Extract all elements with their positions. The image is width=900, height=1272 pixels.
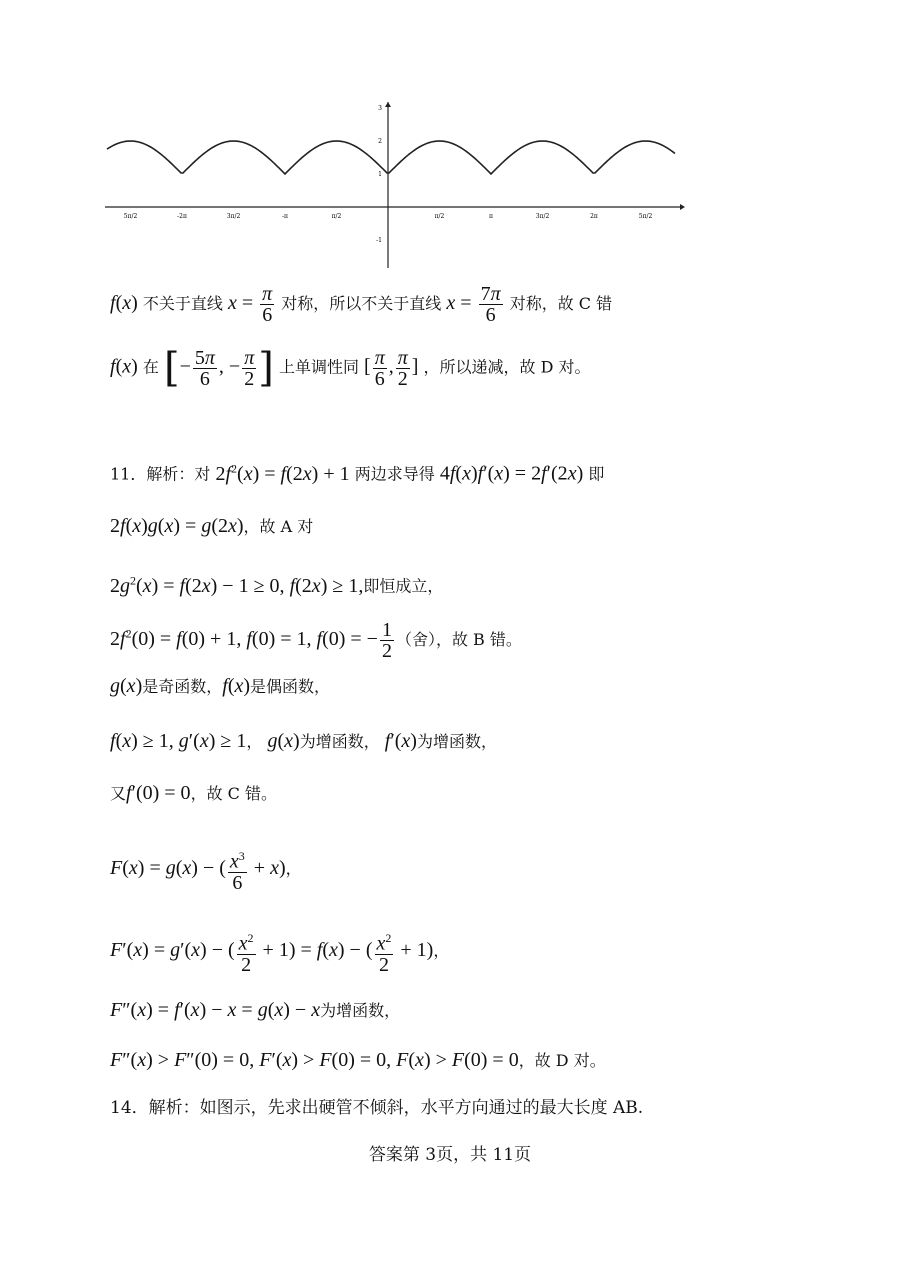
- line-F-double-prime: F″(x) = f′(x) − x = g(x) − x为增函数，: [110, 999, 401, 1021]
- line-a: 2f(x)g(x) = g(2x)，故 A 对: [110, 515, 314, 537]
- text-segment: 对称，所以不关于直线: [281, 294, 442, 313]
- tick-label: π: [489, 213, 493, 220]
- line-b1: $2g^2(x) = f(2x) - 1 \ge 0$, f(2x) ≥ 1,即恒成立，: [110, 573, 444, 597]
- curve-path: [107, 141, 675, 174]
- tick-label: -π: [282, 213, 288, 220]
- q11-line: 11．解析：对 $2f^2(x) = f(2x) + 1$ 两边求导得 4f(x)f′(x) = 2f′(2x) 即: [110, 461, 605, 485]
- fraction-pi-6: $\frac{\pi}{6}$: [262, 283, 273, 326]
- line-parity: g(x)是奇函数，f(x)是偶函数，: [110, 675, 331, 697]
- y-tick-label: 1: [378, 171, 382, 178]
- tick-label: 2π: [590, 213, 598, 220]
- fraction-pi-2: $\frac{\pi}{2}$: [244, 346, 255, 390]
- text-segment: ，所以递减，故 D 对。: [423, 357, 591, 377]
- fx-symbol: f: [110, 292, 116, 314]
- text-segment: 在: [142, 357, 159, 377]
- y-tick-label: 2: [378, 138, 382, 145]
- y-axis-arrow: [385, 102, 391, 107]
- line-monotonic: f(x) 在 [− $\frac{5\pi}{6}$ , − $\frac{\pi}{2}$ ] 上单调性同 [ $\frac{\pi}{6}$ , $\frac{\pi}{2}$ ] ，所以递减，故 D 对。: [110, 345, 591, 391]
- q14-line: 14．解析：如图示，先求出硬管不倾斜，水平方向通过的最大长度 AB.: [110, 1098, 644, 1118]
- text-segment: 上单调性同: [278, 357, 359, 377]
- tick-label: 5π/2: [123, 213, 138, 220]
- tick-label: 5π/2: [638, 213, 653, 220]
- line-d: F″(x) > F″(0) = 0, F′(x) > F(0) = 0, F(x) > F(0) = 0，故 D 对。: [110, 1049, 606, 1071]
- line-increasing: f(x) ≥ 1, g′(x) ≥ 1， g(x)为增函数， f′(x)为增函数，: [110, 730, 497, 752]
- text-segment: 对称，故 C 错: [509, 294, 613, 313]
- tick-label: 3π/2: [226, 213, 241, 220]
- text-segment: 不关于直线: [142, 294, 223, 313]
- line-symmetry: f(x) 不关于直线 x = $\frac{\pi}{6}$ 对称，所以不关于直线 x = $\frac{7\pi}{6}$ 对称，故 C 错: [110, 283, 613, 326]
- page-footer: 答案第 3页，共 11页: [368, 1145, 532, 1165]
- function-graph: [105, 102, 685, 272]
- line-F-prime: F′(x) = g′(x) − ( $\frac{x^2}{2}$ + 1) = f(x) − ( $\frac{x^2}{2}$ + 1)，: [110, 928, 449, 975]
- fraction-5pi-6: $\frac{5\pi}{6}$: [194, 346, 215, 390]
- y-tick-label: -1: [376, 237, 382, 244]
- tick-label: π/2: [434, 213, 445, 220]
- line-F: F(x) = g(x) − ( $\frac{x^3}{6}$ + x)，: [110, 846, 302, 893]
- graph-axes: [105, 102, 685, 268]
- tick-label: 3π/2: [535, 213, 550, 220]
- line-b2: $2f^2(0) = f(0) + 1$, f(0) = 1, f(0) = − $\frac{1}{2}$ （舍），故 B 错。: [110, 619, 522, 662]
- y-tick-label: 3: [378, 105, 382, 112]
- q11-heading: 11．解析：对: [110, 464, 211, 484]
- tick-label: -2π: [177, 213, 187, 220]
- tick-label: π/2: [331, 213, 342, 220]
- line-c: 又f′(0) = 0，故 C 错。: [110, 782, 277, 804]
- fraction-7pi-6: $\frac{7\pi}{6}$: [480, 283, 501, 326]
- x-axis-arrow: [680, 204, 685, 210]
